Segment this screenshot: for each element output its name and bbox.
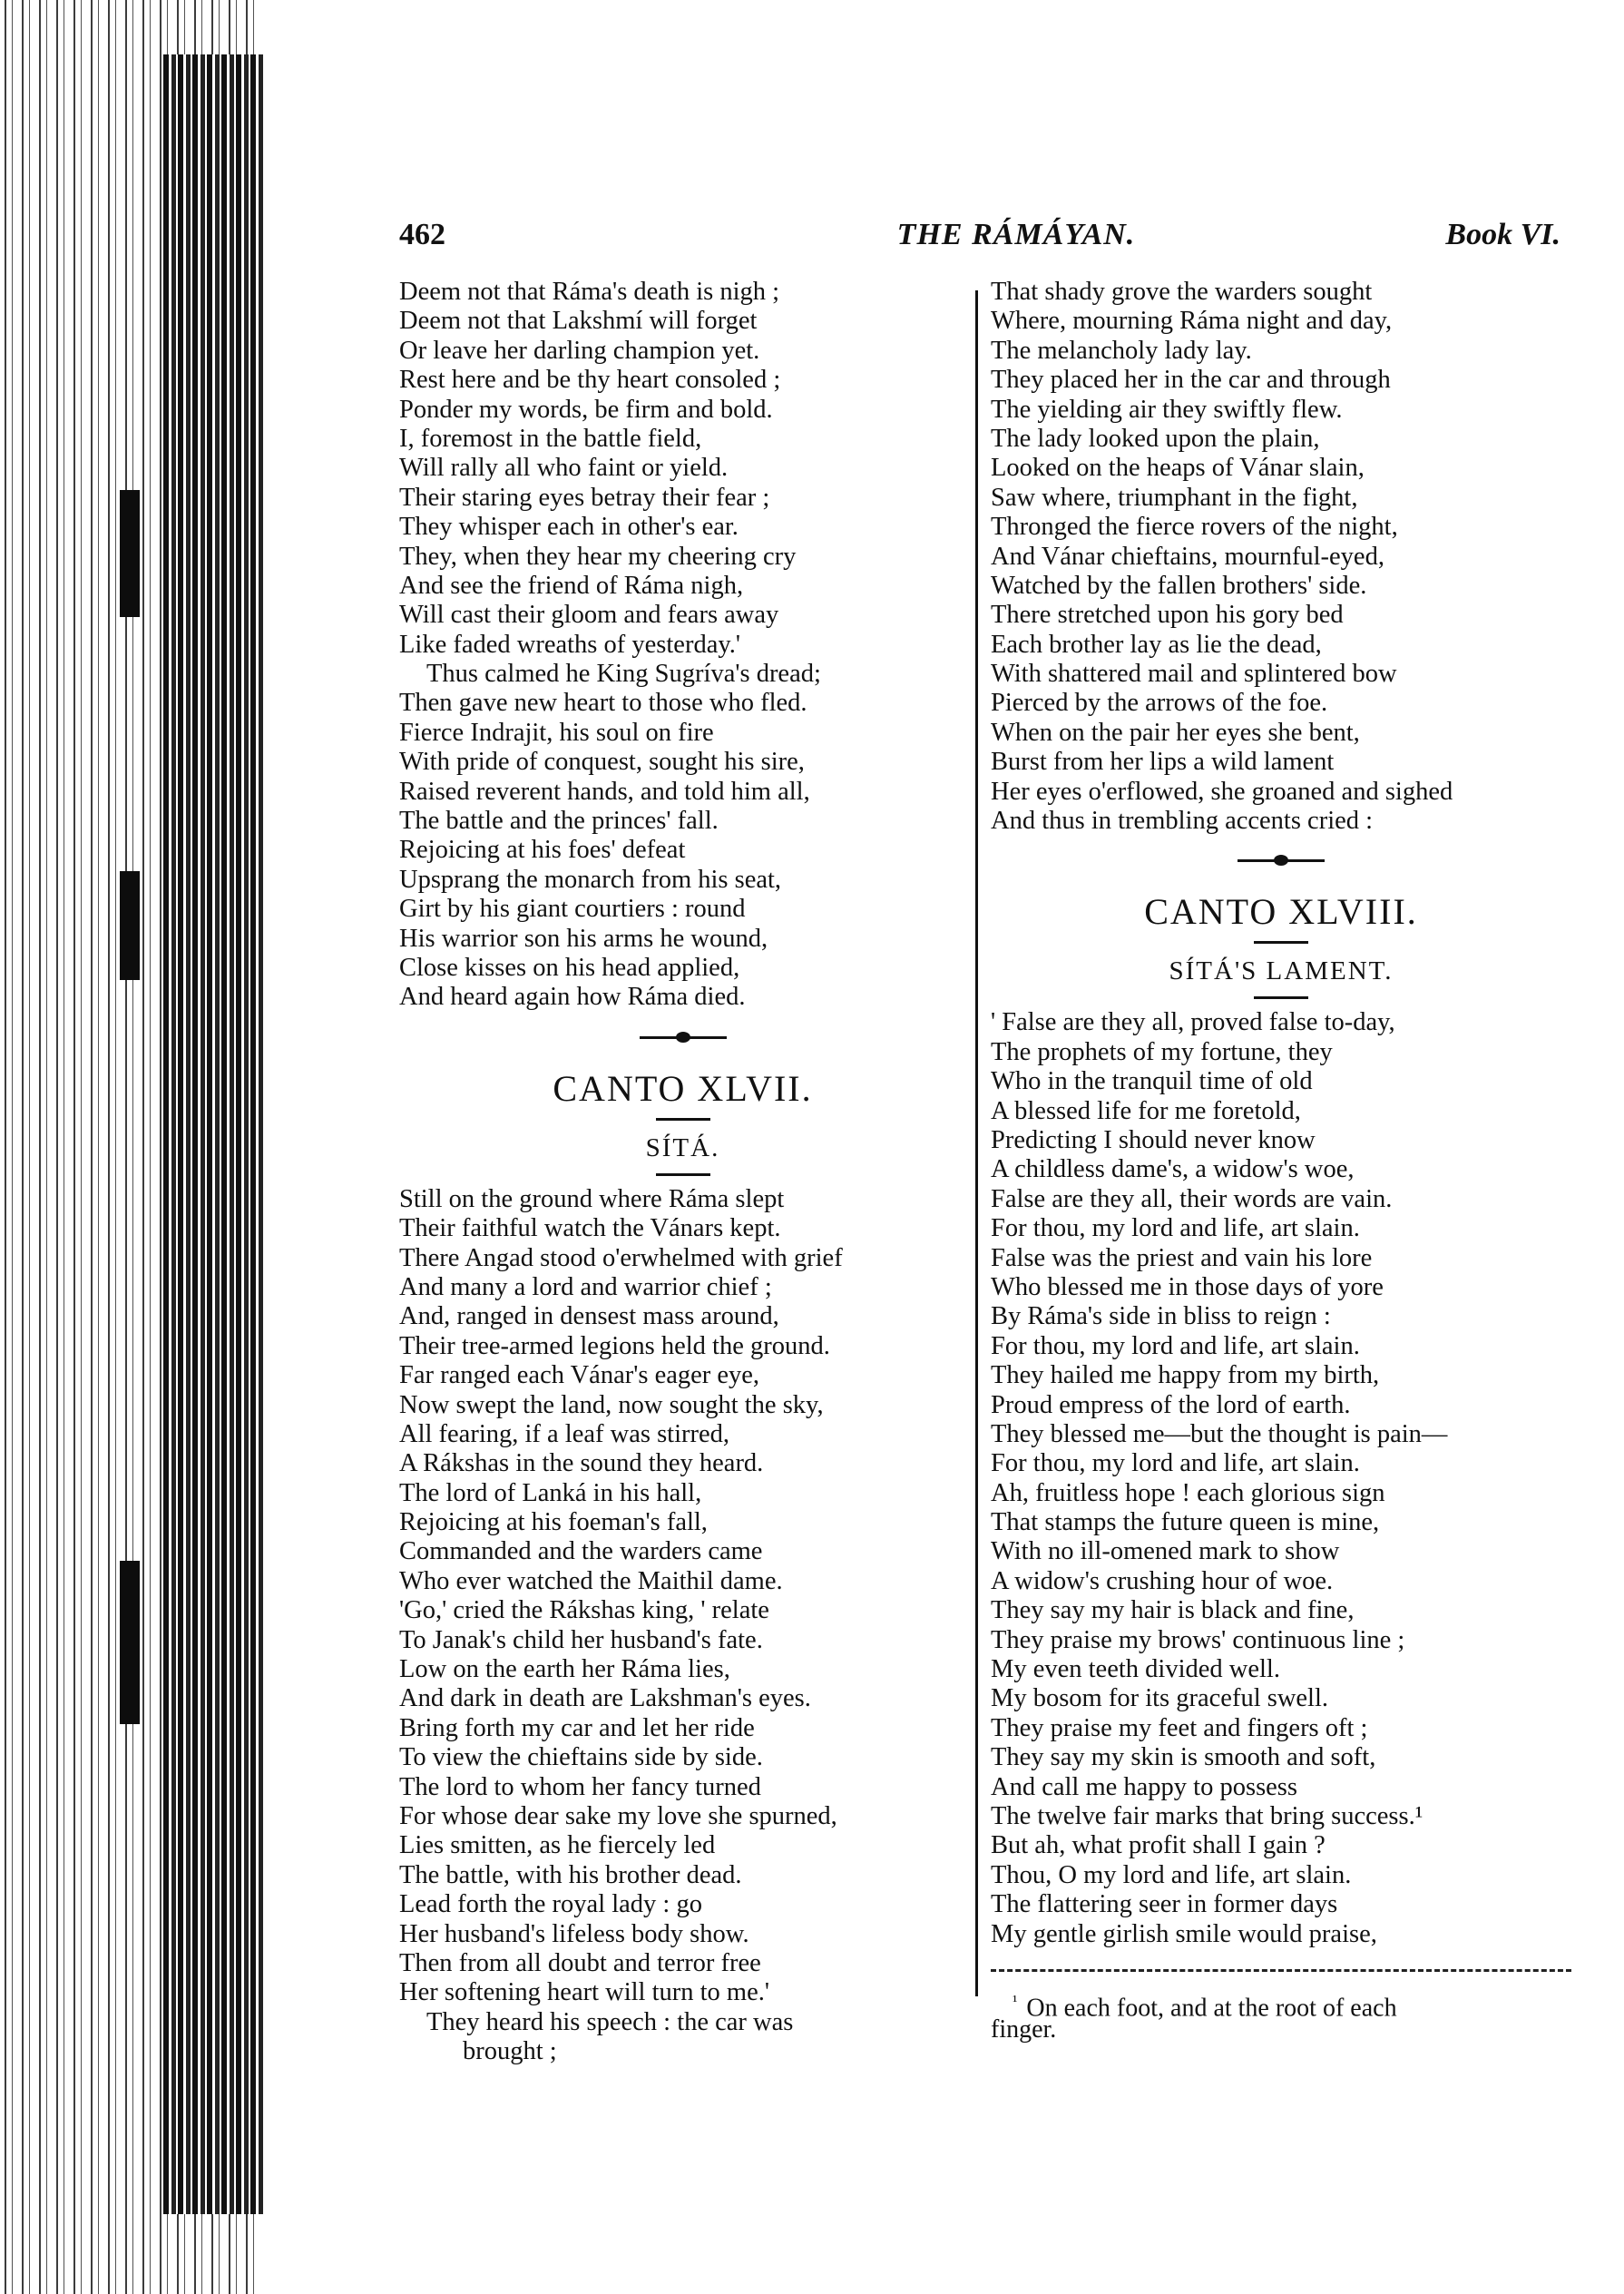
page-edge-block bbox=[120, 490, 140, 617]
subtitle-rule bbox=[656, 1173, 710, 1176]
verse-line: A childless dame's, a widow's woe, bbox=[991, 1155, 1355, 1184]
verse-line: Her husband's lifeless body show. bbox=[399, 1919, 749, 1948]
verse-line: Bring forth my car and let her ride bbox=[399, 1713, 755, 1742]
verse-line: For whose dear sake my love she spurned, bbox=[399, 1801, 837, 1830]
canto-subtitle: SÍTÁ'S LAMENT. bbox=[1169, 956, 1394, 986]
verse-line: Then gave new heart to those who fled. bbox=[399, 689, 807, 718]
verse-line: Far ranged each Vánar's eager eye, bbox=[399, 1361, 760, 1390]
book-label: Book VI. bbox=[1445, 218, 1560, 251]
verse-line: Proud empress of the lord of earth. bbox=[991, 1390, 1351, 1419]
verse-line: False was the priest and vain his lore bbox=[991, 1243, 1373, 1272]
verse-line: Deem not that Lakshmí will forget bbox=[399, 307, 758, 336]
canto-subtitle: SÍTÁ. bbox=[645, 1132, 720, 1162]
verse-line: They praise my brows' continuous line ; bbox=[991, 1625, 1405, 1654]
page-edge-block bbox=[120, 871, 140, 980]
verse-line: They blessed me—but the thought is pain— bbox=[991, 1419, 1448, 1448]
verse-line: Lies smitten, as he fiercely led bbox=[399, 1831, 716, 1860]
verse-line: To view the chieftains side by side. bbox=[399, 1743, 763, 1772]
right-column bbox=[991, 278, 1571, 2045]
verse-line: That stamps the future queen is mine, bbox=[991, 1508, 1380, 1537]
verse-line: The battle and the princes' fall. bbox=[399, 807, 719, 836]
verse-line: The melancholy lady lay. bbox=[991, 336, 1252, 365]
canto-title: CANTO XLVIII. bbox=[1144, 891, 1418, 933]
verse-line: Thou, O my lord and life, art slain. bbox=[991, 1860, 1352, 1889]
column-rule bbox=[975, 290, 978, 1996]
verse-line: Then from all doubt and terror free bbox=[399, 1948, 761, 1977]
verse-line: Burst from her lips a wild lament bbox=[991, 748, 1335, 777]
verse-line: And many a lord and warrior chief ; bbox=[399, 1272, 772, 1301]
verse-line: Raised reverent hands, and told him all, bbox=[399, 777, 810, 806]
verse-line: For thou, my lord and life, art slain. bbox=[991, 1449, 1360, 1478]
verse-line: Their staring eyes betray their fear ; bbox=[399, 483, 770, 512]
canto-title: CANTO XLVII. bbox=[553, 1067, 813, 1109]
verse-line: Close kisses on his head applied, bbox=[399, 953, 740, 982]
verse-line: His warrior son his arms he wound, bbox=[399, 924, 768, 953]
verse-line: Low on the earth her Ráma lies, bbox=[399, 1655, 730, 1684]
verse-line: And, ranged in densest mass around, bbox=[399, 1302, 779, 1331]
verse-line: The lord of Lanká in his hall, bbox=[399, 1478, 702, 1507]
verse-line: And call me happy to possess bbox=[991, 1772, 1297, 1801]
verse-line: Still on the ground where Ráma slept bbox=[399, 1184, 785, 1213]
verse-line: My even teeth divided well. bbox=[991, 1655, 1280, 1684]
verse-line: They hailed me happy from my birth, bbox=[991, 1361, 1380, 1390]
verse-line: Lead forth the royal lady : go bbox=[399, 1890, 702, 1919]
verse-line: Rejoicing at his foeman's fall, bbox=[399, 1508, 708, 1537]
verse-line: My gentle girlish smile would praise, bbox=[991, 1919, 1377, 1948]
verse-line: They, when they hear my cheering cry bbox=[399, 542, 797, 571]
verse-line: Rejoicing at his foes' defeat bbox=[399, 836, 686, 865]
ornament-dot bbox=[676, 1032, 690, 1043]
verse-line: Her eyes o'erflowed, she groaned and sighed bbox=[991, 777, 1453, 806]
title-rule bbox=[1254, 941, 1308, 944]
running-title: THE RÁMÁYAN. bbox=[896, 218, 1136, 251]
verse-line: Now swept the land, now sought the sky, bbox=[399, 1390, 824, 1419]
verse-line: With pride of conquest, sought his sire, bbox=[399, 748, 805, 777]
verse-line: Like faded wreaths of yesterday.' bbox=[399, 630, 740, 659]
footnote bbox=[991, 1986, 1571, 2045]
verse-line: Upsprang the monarch from his seat, bbox=[399, 865, 782, 894]
verse-line: Who in the tranquil time of old bbox=[991, 1067, 1313, 1096]
verse-line: The yielding air they swiftly flew. bbox=[991, 395, 1343, 424]
verse-line: Rest here and be thy heart consoled ; bbox=[399, 366, 781, 395]
page-header bbox=[399, 218, 1560, 263]
verse-line: Girt by his giant courtiers : round bbox=[399, 895, 746, 924]
verse-line: Watched by the fallen brothers' side. bbox=[991, 571, 1367, 600]
verse-line: The lord to whom her fancy turned bbox=[399, 1772, 761, 1801]
verse-line: All fearing, if a leaf was stirred, bbox=[399, 1419, 730, 1448]
verse-line: And Vánar chieftains, mournful-eyed, bbox=[991, 542, 1384, 571]
verse-line: Their faithful watch the Vánars kept. bbox=[399, 1214, 781, 1243]
verse-line: They say my skin is smooth and soft, bbox=[991, 1743, 1376, 1772]
verse-line: Will cast their gloom and fears away bbox=[399, 601, 779, 630]
verse-line: Predicting I should never know bbox=[991, 1125, 1316, 1154]
verse-line: And see the friend of Ráma nigh, bbox=[399, 571, 744, 600]
verse-line: Where, mourning Ráma night and day, bbox=[991, 307, 1393, 336]
verse-line: With no ill-omened mark to show bbox=[991, 1537, 1340, 1566]
verse-line: Her softening heart will turn to me.' bbox=[399, 1978, 769, 2007]
verse-line: False are they all, their words are vain. bbox=[991, 1184, 1393, 1213]
verse-block bbox=[991, 1008, 1571, 1949]
title-rule bbox=[656, 1118, 710, 1121]
verse-line: The twelve fair marks that bring success.¹ bbox=[991, 1801, 1423, 1830]
verse-line: And dark in death are Lakshman's eyes. bbox=[399, 1684, 811, 1713]
left-column bbox=[399, 278, 966, 2066]
verse-line: For thou, my lord and life, art slain. bbox=[991, 1214, 1360, 1243]
verse-line: Who ever watched the Maithil dame. bbox=[399, 1566, 783, 1595]
verse-line: Ah, fruitless hope ! each glorious sign bbox=[991, 1478, 1385, 1507]
verse-line: A blessed life for me foretold, bbox=[991, 1096, 1301, 1125]
verse-line: The prophets of my fortune, they bbox=[991, 1037, 1333, 1066]
verse-line: My bosom for its graceful swell. bbox=[991, 1684, 1329, 1713]
verse-line: ' False are they all, proved false to-day, bbox=[991, 1008, 1395, 1037]
verse-line: There Angad stood o'erwhelmed with grief bbox=[399, 1243, 843, 1272]
footnote-text: On each foot, and at the root of each bbox=[1026, 1994, 1397, 2023]
verse-line: Looked on the heaps of Vánar slain, bbox=[991, 454, 1365, 483]
verse-line: They say my hair is black and fine, bbox=[991, 1596, 1355, 1625]
verse-line: Fierce Indrajit, his soul on fire bbox=[399, 718, 714, 747]
verse-line: The flattering seer in former days bbox=[991, 1890, 1338, 1919]
section-ornament bbox=[399, 1013, 966, 1067]
footnote-text: finger. bbox=[991, 2015, 1057, 2044]
verse-line: A Rákshas in the sound they heard. bbox=[399, 1449, 764, 1478]
verse-line: brought ; bbox=[463, 2037, 557, 2066]
verse-line: They praise my feet and fingers oft ; bbox=[991, 1713, 1368, 1742]
page-edge-shadow bbox=[163, 54, 263, 2214]
verse-line: That shady grove the warders sought bbox=[991, 278, 1373, 306]
verse-line: Their tree-armed legions held the ground. bbox=[399, 1331, 830, 1360]
verse-line: I, foremost in the battle field, bbox=[399, 424, 702, 453]
ornament-dot bbox=[1274, 855, 1288, 866]
verse-line: Saw where, triumphant in the fight, bbox=[991, 483, 1358, 512]
verse-line: They whisper each in other's ear. bbox=[399, 513, 739, 542]
verse-line: The battle, with his brother dead. bbox=[399, 1860, 742, 1889]
verse-line: Pierced by the arrows of the foe. bbox=[991, 689, 1328, 718]
section-ornament bbox=[991, 836, 1571, 890]
footnote-rule bbox=[991, 1969, 1571, 1972]
verse-line: Ponder my words, be firm and bold. bbox=[399, 395, 773, 424]
verse-block bbox=[399, 278, 966, 1013]
footnote-marker: ¹ bbox=[1013, 1991, 1018, 2010]
verse-line: Deem not that Ráma's death is nigh ; bbox=[399, 278, 780, 306]
page-edge-block bbox=[120, 1561, 140, 1724]
verse-line: They placed her in the car and through bbox=[991, 366, 1391, 395]
verse-line: Or leave her darling champion yet. bbox=[399, 336, 760, 365]
verse-line: Thus calmed he King Sugríva's dread; bbox=[426, 660, 821, 689]
subtitle-rule bbox=[1254, 996, 1308, 999]
verse-line: They heard his speech : the car was bbox=[426, 2007, 794, 2036]
page-number: 462 bbox=[399, 218, 445, 251]
verse-line: Each brother lay as lie the dead, bbox=[991, 630, 1322, 659]
verse-line: When on the pair her eyes she bent, bbox=[991, 718, 1360, 747]
verse-line: By Ráma's side in bliss to reign : bbox=[991, 1302, 1331, 1331]
verse-block bbox=[399, 1185, 966, 2067]
verse-line: And thus in trembling accents cried : bbox=[991, 807, 1374, 836]
verse-line: For thou, my lord and life, art slain. bbox=[991, 1331, 1360, 1360]
verse-line: Commanded and the warders came bbox=[399, 1537, 763, 1566]
verse-line: To Janak's child her husband's fate. bbox=[399, 1625, 763, 1654]
verse-block bbox=[991, 278, 1571, 836]
verse-line: 'Go,' cried the Rákshas king, ' relate bbox=[399, 1596, 769, 1625]
verse-line: Thronged the fierce rovers of the night, bbox=[991, 513, 1398, 542]
verse-line: But ah, what profit shall I gain ? bbox=[991, 1831, 1326, 1860]
verse-line: And heard again how Ráma died. bbox=[399, 983, 746, 1012]
verse-line: With shattered mail and splintered bow bbox=[991, 660, 1397, 689]
verse-line: A widow's crushing hour of woe. bbox=[991, 1566, 1334, 1595]
verse-line: The lady looked upon the plain, bbox=[991, 424, 1320, 453]
verse-line: Will rally all who faint or yield. bbox=[399, 454, 729, 483]
verse-line: There stretched upon his gory bed bbox=[991, 601, 1344, 630]
verse-line: Who blessed me in those days of yore bbox=[991, 1272, 1384, 1301]
